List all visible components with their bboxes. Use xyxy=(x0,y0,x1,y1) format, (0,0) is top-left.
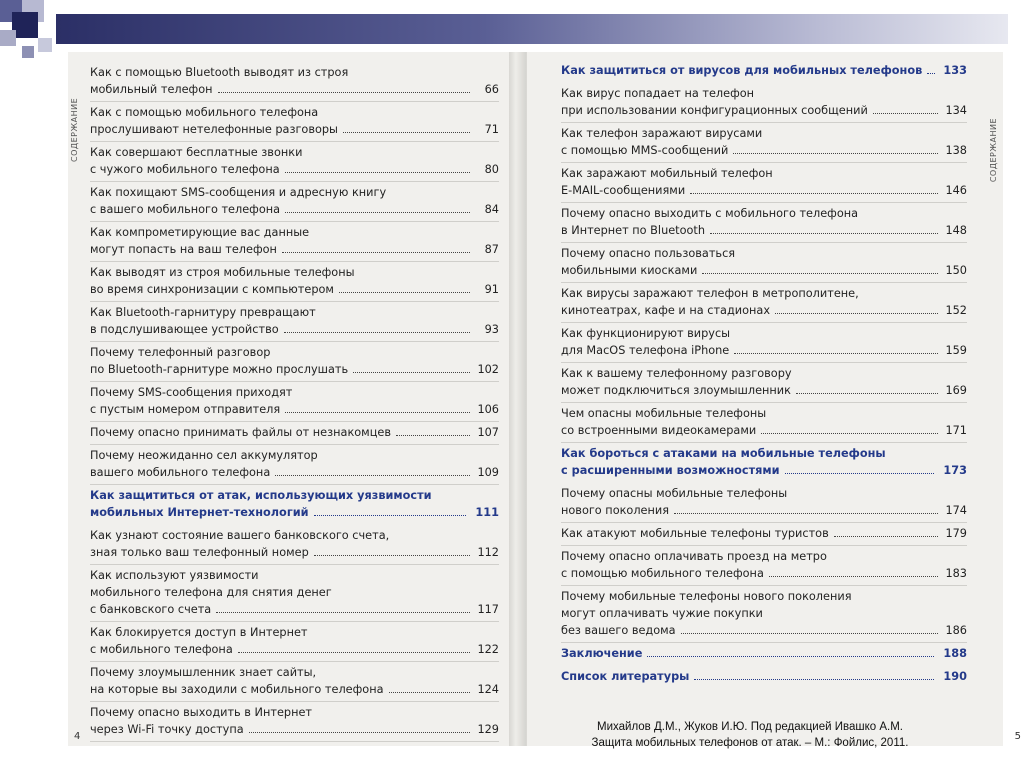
toc-entry-title: Почему опасно выходить в Интернет xyxy=(90,706,313,719)
toc-page-number: 159 xyxy=(945,344,967,357)
dot-leader xyxy=(343,132,470,133)
toc-entry-title: кинотеатрах, кафе и на стадионах xyxy=(561,304,771,317)
toc-entry-title: во время синхронизации с компьютером xyxy=(90,283,334,296)
toc-entry-title: может подключиться злоумышленник xyxy=(561,384,791,397)
side-label: СОДЕРЖАНИЕ xyxy=(989,118,998,183)
toc-entry-title: Почему неожиданно сел аккумулятор xyxy=(90,449,318,462)
entry-divider xyxy=(561,362,967,363)
toc-entry xyxy=(90,264,499,298)
entry-divider xyxy=(561,585,967,586)
page-number: 4 xyxy=(74,731,81,742)
toc-page-number: 188 xyxy=(943,647,967,660)
entry-divider xyxy=(90,741,499,742)
entry-divider xyxy=(90,301,499,302)
entry-divider xyxy=(90,261,499,262)
toc-entry xyxy=(90,664,499,698)
toc-entry-title: Почему опасно оплачивать проезд на метро xyxy=(561,550,827,563)
toc-entry-title: Как атакуют мобильные телефоны туристов xyxy=(561,527,829,540)
toc-entry-title: со встроенными видеокамерами xyxy=(561,424,757,437)
toc-entry xyxy=(561,205,967,239)
toc-entry-title: Как к вашему телефонному разговору xyxy=(561,367,792,380)
toc-entry xyxy=(90,224,499,258)
toc-entry-title: с вашего мобильного телефона xyxy=(90,203,281,216)
dot-leader xyxy=(284,332,470,333)
toc-entry-title: Заключение xyxy=(561,647,643,660)
dot-leader xyxy=(396,435,470,436)
toc-page-number: 171 xyxy=(945,424,967,437)
toc-page-number: 109 xyxy=(477,466,499,479)
toc-page-number: 169 xyxy=(945,384,967,397)
toc-page-number: 174 xyxy=(945,504,967,517)
decor-square xyxy=(22,46,34,58)
toc-entry-title: Почему телефонный разговор xyxy=(90,346,271,359)
toc-page-number: 183 xyxy=(945,567,967,580)
toc-entry-title: Как с помощью мобильного телефона xyxy=(90,106,319,119)
citation-footer xyxy=(560,719,940,751)
dot-leader xyxy=(275,475,470,476)
toc-entry-title: Почему SMS-сообщения приходят xyxy=(90,386,293,399)
entry-divider xyxy=(90,621,499,622)
dot-leader xyxy=(218,92,470,93)
toc-entry xyxy=(561,165,967,199)
toc-page-number: 84 xyxy=(484,203,499,216)
toc-entry xyxy=(561,245,967,279)
dot-leader xyxy=(681,633,938,634)
toc-section-heading xyxy=(561,645,967,662)
book-page-right xyxy=(526,52,1021,746)
entry-divider xyxy=(561,162,967,163)
toc-entry-title: Почему опасно пользоваться xyxy=(561,247,736,260)
dot-leader xyxy=(285,212,470,213)
toc-entry xyxy=(561,85,967,119)
decor-square xyxy=(0,30,16,46)
dot-leader xyxy=(285,172,470,173)
toc-entry xyxy=(90,567,499,618)
toc-page-number: 179 xyxy=(945,527,967,540)
entry-divider xyxy=(90,381,499,382)
toc-page-number: 129 xyxy=(477,723,499,736)
toc-entry-title: мобильный телефон xyxy=(90,83,213,96)
toc-entry xyxy=(561,325,967,359)
book-spine xyxy=(509,52,526,746)
toc-entry xyxy=(90,527,499,561)
toc-entry xyxy=(561,548,967,582)
toc-entry-title: мобильных Интернет-технологий xyxy=(90,506,309,519)
dot-leader xyxy=(285,412,470,413)
toc-entry-title: Почему злоумышленник знает сайты, xyxy=(90,666,317,679)
dot-leader xyxy=(873,113,938,114)
dot-leader xyxy=(314,555,470,556)
entry-divider xyxy=(561,642,967,643)
toc-page-number: 66 xyxy=(484,83,499,96)
toc-entry-title: с банковского счета xyxy=(90,603,212,616)
toc-page-number: 87 xyxy=(484,243,499,256)
toc-entry xyxy=(561,365,967,399)
toc-page-number: 107 xyxy=(477,426,499,439)
entry-divider xyxy=(561,522,967,523)
dot-leader xyxy=(834,536,938,537)
toc-page-number: 117 xyxy=(477,603,499,616)
toc-page-number: 122 xyxy=(477,643,499,656)
dot-leader xyxy=(702,273,938,274)
toc-page-number: 173 xyxy=(943,464,967,477)
toc-page-number: 124 xyxy=(477,683,499,696)
toc-page-number: 102 xyxy=(477,363,499,376)
toc-entry-title: с помощью MMS-сообщений xyxy=(561,144,729,157)
toc-entry-title: с помощью мобильного телефона xyxy=(561,567,764,580)
toc-entry-title: нового поколения xyxy=(561,504,670,517)
toc-page-number: 80 xyxy=(484,163,499,176)
toc-entry-title: по Bluetooth-гарнитуре можно прослушать xyxy=(90,363,349,376)
toc-entry xyxy=(90,184,499,218)
toc-entry-title: с пустым номером отправителя xyxy=(90,403,281,416)
toc-page-number: 91 xyxy=(484,283,499,296)
dot-leader xyxy=(785,473,934,474)
dot-leader xyxy=(796,393,938,394)
toc-section-heading xyxy=(561,62,967,79)
toc-page-number: 190 xyxy=(943,670,967,683)
toc-entry-title: Как заражают мобильный телефон xyxy=(561,167,773,180)
toc-entry-title: для MacOS телефона iPhone xyxy=(561,344,730,357)
dot-leader xyxy=(775,313,938,314)
dot-leader xyxy=(238,652,470,653)
toc-page-number: 146 xyxy=(945,184,967,197)
toc-page-number: 148 xyxy=(945,224,967,237)
toc-entry-title: Почему опасно выходить с мобильного телефона xyxy=(561,207,859,220)
toc-entry-title: вашего мобильного телефона xyxy=(90,466,271,479)
citation-line-2: Защита мобильных телефонов от атак. – М.: Фойлис, 2011. xyxy=(591,737,909,749)
table-of-contents-right xyxy=(561,62,967,691)
entry-divider xyxy=(561,322,967,323)
dot-leader xyxy=(249,732,470,733)
toc-entry-title: Как функционируют вирусы xyxy=(561,327,731,340)
entry-divider xyxy=(90,141,499,142)
toc-page-number: 93 xyxy=(484,323,499,336)
entry-divider xyxy=(90,701,499,702)
toc-page-number: 152 xyxy=(945,304,967,317)
toc-entry-title: Как вирус попадает на телефон xyxy=(561,87,755,100)
entry-divider xyxy=(561,442,967,443)
toc-page-number: 106 xyxy=(477,403,499,416)
toc-entry xyxy=(90,704,499,738)
dot-leader xyxy=(216,612,470,613)
dot-leader xyxy=(769,576,938,577)
entry-divider xyxy=(90,221,499,222)
toc-entry xyxy=(561,285,967,319)
toc-entry-title: Как с помощью Bluetooth выводят из строя xyxy=(90,66,349,79)
entry-divider xyxy=(561,402,967,403)
book-page-left xyxy=(68,52,510,746)
entry-divider xyxy=(561,122,967,123)
slide-header-bar xyxy=(56,14,1008,44)
toc-entry xyxy=(90,104,499,138)
toc-entry-title: в Интернет по Bluetooth xyxy=(561,224,706,237)
dot-leader xyxy=(710,233,938,234)
toc-entry xyxy=(90,447,499,481)
entry-divider xyxy=(561,242,967,243)
toc-entry-title: E-MAIL-сообщениями xyxy=(561,184,686,197)
toc-entry-title: на которые вы заходили с мобильного телефона xyxy=(90,683,384,696)
toc-entry-title: без вашего ведома xyxy=(561,624,676,637)
toc-entry xyxy=(90,344,499,378)
toc-entry xyxy=(90,64,499,98)
toc-page-number: 71 xyxy=(484,123,499,136)
entry-divider xyxy=(90,421,499,422)
toc-entry-title: Список литературы xyxy=(561,670,690,683)
toc-entry-title: Почему опасно принимать файлы от незнакомцев xyxy=(90,426,391,439)
toc-entry-title: Как используют уязвимости xyxy=(90,569,259,582)
dot-leader xyxy=(647,656,934,657)
toc-entry xyxy=(90,384,499,418)
dot-leader xyxy=(690,193,938,194)
dot-leader xyxy=(733,153,938,154)
toc-entry-title: в подслушивающее устройство xyxy=(90,323,279,336)
citation-line-1: Михайлов Д.М., Жуков И.Ю. Под редакцией Ивашко А.М. xyxy=(597,721,903,733)
entry-divider xyxy=(90,661,499,662)
toc-page-number: 134 xyxy=(945,104,967,117)
toc-entry-title: с чужого мобильного телефона xyxy=(90,163,280,176)
entry-divider xyxy=(90,564,499,565)
toc-entry-title: с мобильного телефона xyxy=(90,643,233,656)
toc-section-heading xyxy=(90,487,499,521)
entry-divider xyxy=(90,341,499,342)
entry-divider xyxy=(561,282,967,283)
entry-divider xyxy=(90,444,499,445)
toc-entry-title: Как защититься от вирусов для мобильных телефонов xyxy=(561,64,923,77)
toc-page-number: 133 xyxy=(943,64,967,77)
toc-entry xyxy=(90,144,499,178)
toc-entry-title: могут попасть на ваш телефон xyxy=(90,243,277,256)
toc-entry-title: Как похищают SMS-сообщения и адресную книгу xyxy=(90,186,387,199)
table-of-contents-left xyxy=(90,64,499,744)
toc-entry-title: мобильными киосками xyxy=(561,264,698,277)
toc-page-number: 150 xyxy=(945,264,967,277)
toc-page-number: 112 xyxy=(477,546,499,559)
toc-entry-title: Как бороться с атаками на мобильные телефоны xyxy=(561,447,886,460)
toc-entry xyxy=(561,405,967,439)
toc-page-number: 186 xyxy=(945,624,967,637)
dot-leader xyxy=(339,292,470,293)
toc-entry-title: Как телефон заражают вирусами xyxy=(561,127,763,140)
dot-leader xyxy=(674,513,938,514)
dot-leader xyxy=(389,692,471,693)
toc-entry-title: Как выводят из строя мобильные телефоны xyxy=(90,266,355,279)
toc-page-number: 111 xyxy=(475,506,499,519)
toc-entry-title: Как блокируется доступ в Интернет xyxy=(90,626,308,639)
toc-entry-title: Почему мобильные телефоны нового поколения xyxy=(561,590,852,603)
toc-entry-title: Как Bluetooth-гарнитуру превращают xyxy=(90,306,316,319)
dot-leader xyxy=(694,679,934,680)
page-number: 5 xyxy=(1014,731,1021,742)
side-label: СОДЕРЖАНИЕ xyxy=(70,97,79,162)
dot-leader xyxy=(353,372,470,373)
entry-divider xyxy=(561,202,967,203)
toc-entry-title: зная только ваш телефонный номер xyxy=(90,546,309,559)
toc-entry-title: мобильного телефона для снятия денег xyxy=(90,586,332,599)
toc-entry xyxy=(90,304,499,338)
toc-entry-title: Как совершают бесплатные звонки xyxy=(90,146,303,159)
entry-divider xyxy=(90,484,499,485)
toc-entry-title: Чем опасны мобильные телефоны xyxy=(561,407,767,420)
toc-entry-title: при использовании конфигурационных сообщений xyxy=(561,104,868,117)
toc-entry xyxy=(561,125,967,159)
dot-leader xyxy=(314,515,466,516)
toc-page-number: 138 xyxy=(945,144,967,157)
entry-divider xyxy=(90,101,499,102)
entry-divider xyxy=(90,181,499,182)
toc-entry xyxy=(90,424,499,441)
toc-entry-title: прослушивают нетелефонные разговоры xyxy=(90,123,338,136)
toc-entry-title: с расширенными возможностями xyxy=(561,464,780,477)
toc-entry xyxy=(90,624,499,658)
toc-entry-title: Как защититься от атак, использующих уязвимости xyxy=(90,489,432,502)
dot-leader xyxy=(282,252,470,253)
toc-entry xyxy=(561,525,967,542)
dot-leader xyxy=(734,353,938,354)
toc-entry-title: могут оплачивать чужие покупки xyxy=(561,607,763,620)
decor-square xyxy=(38,38,52,52)
toc-entry-title: Как вирусы заражают телефон в метрополитене, xyxy=(561,287,859,300)
toc-entry-title: Почему опасны мобильные телефоны xyxy=(561,487,788,500)
toc-entry-title: Как узнают состояние вашего банковского счета, xyxy=(90,529,390,542)
entry-divider xyxy=(561,545,967,546)
dot-leader xyxy=(761,433,938,434)
toc-entry-title: Как компрометирующие вас данные xyxy=(90,226,310,239)
toc-section-heading xyxy=(561,668,967,685)
toc-entry xyxy=(561,588,967,639)
toc-entry-title: через Wi-Fi точку доступа xyxy=(90,723,244,736)
toc-section-heading xyxy=(561,445,967,479)
dot-leader xyxy=(927,73,935,74)
toc-entry xyxy=(561,485,967,519)
